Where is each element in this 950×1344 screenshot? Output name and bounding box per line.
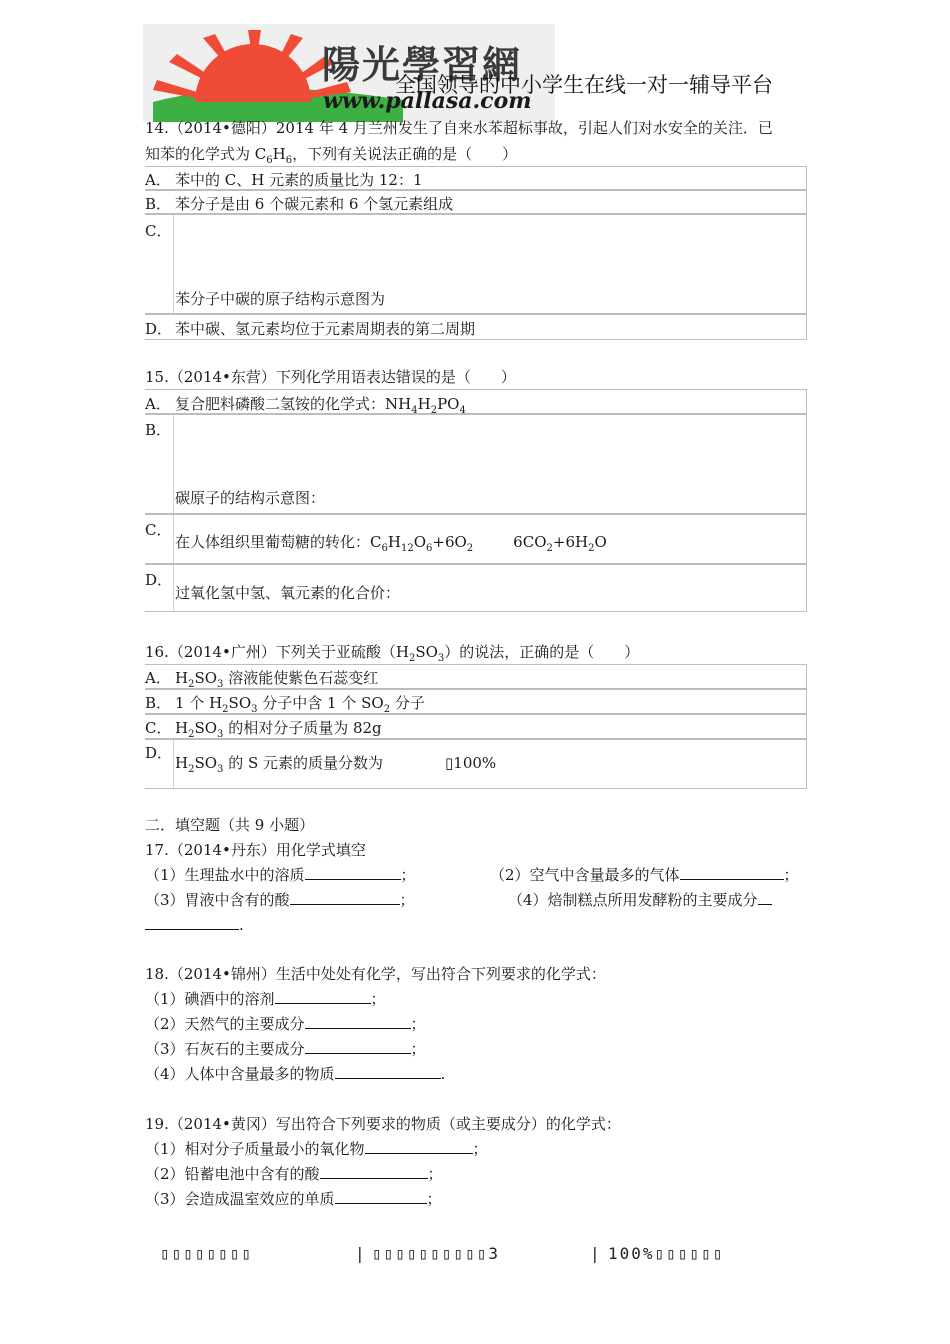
q14-stem-text: ，下列有关说法正确的是（ ） [292, 145, 518, 163]
q15-option-a[interactable] [145, 389, 807, 414]
q14-option-a[interactable] [145, 166, 807, 190]
divider [173, 415, 174, 513]
option-label: A． [145, 669, 171, 687]
divider [173, 515, 174, 563]
option-label: B． [145, 195, 172, 213]
q14-stem-text: H [272, 145, 286, 163]
q18-part3: （3）石灰石的主要成分 ； [145, 1040, 426, 1058]
answer-blank[interactable] [305, 1039, 411, 1054]
q14-stem-line2 [145, 144, 517, 164]
option-text: 苯中碳、氢元素均位于元素周期表的第二周期 [175, 320, 476, 338]
option-text: 苯分子中碳的原子结构示意图为 [175, 290, 386, 308]
q19-part1: （1）相对分子质量最小的氧化物 ； [145, 1140, 488, 1158]
q14-sub: 6 [266, 155, 273, 166]
option-text: 在人体组织里葡萄糖的转化：$C_6H_{12}O_6+6O_2$ $6CO_2+6H_2O$ [175, 533, 607, 554]
option-text: 碳原子的结构示意图： [175, 489, 326, 507]
section-heading: 二．填空题（共 9 小题） [145, 816, 315, 834]
q18-part2: （2）天然气的主要成分 ； [145, 1015, 426, 1033]
footer-part1: ▯▯▯▯▯▯▯▯ [160, 1244, 254, 1263]
answer-blank[interactable] [320, 1164, 428, 1179]
q14-option-d[interactable] [145, 314, 807, 340]
q16-stem: 16.（2014•广州）下列关于亚硫酸$(H_2SO_3)$的说法，正确的是（ ） [145, 643, 640, 664]
answer-blank[interactable] [145, 915, 239, 930]
q17-stem: 17.（2014•丹东）用化学式填空 [145, 841, 366, 859]
option-label: C． [145, 719, 172, 737]
q14-stem-text: 知苯的化学式为 C [145, 145, 267, 163]
q19-stem: 19.（2014•黄冈）写出符合下列要求的物质（或主要成分）的化学式： [145, 1115, 621, 1133]
option-text: 过氧化氢中氢、氧元素的化合价： [175, 584, 401, 602]
option-text: $H_2SO_3$ 的相对分子质量为 82g [175, 719, 382, 740]
option-label: A． [145, 171, 171, 189]
option-text: 复合肥料磷酸二氢铵的化学式：$NH_4H_2PO_4$ [175, 395, 466, 416]
option-text: $H_2SO_3$ 的 S 元素的质量分数为 ▯100% [175, 754, 497, 775]
option-label: D． [145, 571, 173, 589]
divider [173, 565, 174, 611]
q17-part4: （4）焙制糕点所用发酵粉的主要成分 [508, 890, 772, 910]
option-label: D． [145, 744, 173, 762]
slogan: 全国领导的中小学生在线一对一辅导平台 [395, 73, 773, 97]
q18-part4: （4）人体中含量最多的物质 . [145, 1065, 446, 1083]
footer-part3: 100%▯▯▯▯▯▯ [608, 1244, 725, 1263]
answer-blank[interactable] [680, 865, 784, 880]
q19-part3: （3）会造成温室效应的单质 ； [145, 1190, 442, 1208]
answer-blank[interactable] [305, 865, 401, 880]
q18-stem: 18.（2014•锦州）生活中处处有化学，写出符合下列要求的化学式： [145, 965, 606, 983]
option-text: 苯中的 C、H 元素的质量比为 12：1 [175, 171, 423, 189]
q16-option-c[interactable] [145, 714, 807, 739]
q16-option-b[interactable] [145, 689, 807, 714]
answer-blank[interactable] [365, 1139, 473, 1154]
q17-part2: （2）空气中含量最多的气体 ； [490, 866, 799, 884]
option-label: D． [145, 320, 173, 338]
option-text: $H_2SO_3$ 溶液能使紫色石蕊变红 [175, 669, 379, 690]
option-label: C． [145, 222, 172, 240]
q19-part2: （2）铅蓄电池中含有的酸 ； [145, 1165, 443, 1183]
q17-part1: （1）生理盐水中的溶质 ； [145, 866, 416, 884]
divider [173, 215, 174, 313]
answer-blank[interactable] [335, 1189, 427, 1204]
footer-separator: | [590, 1244, 602, 1263]
q15-option-d[interactable] [145, 564, 807, 612]
footer-part2: ▯▯▯▯▯▯▯▯▯▯3 [372, 1244, 500, 1263]
q14-sub: 6 [285, 155, 293, 166]
brand-url: www.pallasa.com [323, 88, 532, 114]
q14-option-c[interactable] [145, 214, 807, 314]
divider [173, 740, 174, 788]
brand-name: 陽光學習網 [322, 43, 523, 87]
option-label: B． [145, 421, 172, 439]
option-label: B． [145, 694, 172, 712]
option-text: 苯分子是由 6 个碳元素和 6 个氢元素组成 [175, 195, 454, 213]
answer-blank[interactable] [758, 890, 772, 905]
footer-separator: | [355, 1244, 367, 1263]
q16-option-a[interactable] [145, 664, 807, 689]
option-text: 1 个 $H_2SO_3$ 分子中含 1 个 $SO_2$ 分子 [175, 694, 425, 715]
q17-part4-continued: . [145, 915, 244, 935]
answer-blank[interactable] [335, 1064, 441, 1079]
answer-blank[interactable] [305, 1014, 411, 1029]
answer-blank[interactable] [290, 890, 400, 905]
q15-stem: 15.（2014•东营）下列化学用语表达错误的是（ ） [145, 368, 516, 386]
option-label: A． [145, 395, 171, 413]
q14-stem-line1: 14.（2014•德阳）2014 年 4 月兰州发生了自来水苯超标事故，引起人们对水安全的关注．已 [145, 119, 773, 137]
q14-option-b[interactable] [145, 190, 807, 214]
q17-part3: （3）胃液中含有的酸 ； [145, 891, 415, 909]
option-label: C． [145, 521, 172, 539]
answer-blank[interactable] [275, 989, 371, 1004]
q16-option-d[interactable] [145, 739, 807, 789]
q15-option-b[interactable] [145, 414, 807, 514]
q18-part1: （1）碘酒中的溶剂 ； [145, 990, 386, 1008]
q15-option-c[interactable] [145, 514, 807, 564]
